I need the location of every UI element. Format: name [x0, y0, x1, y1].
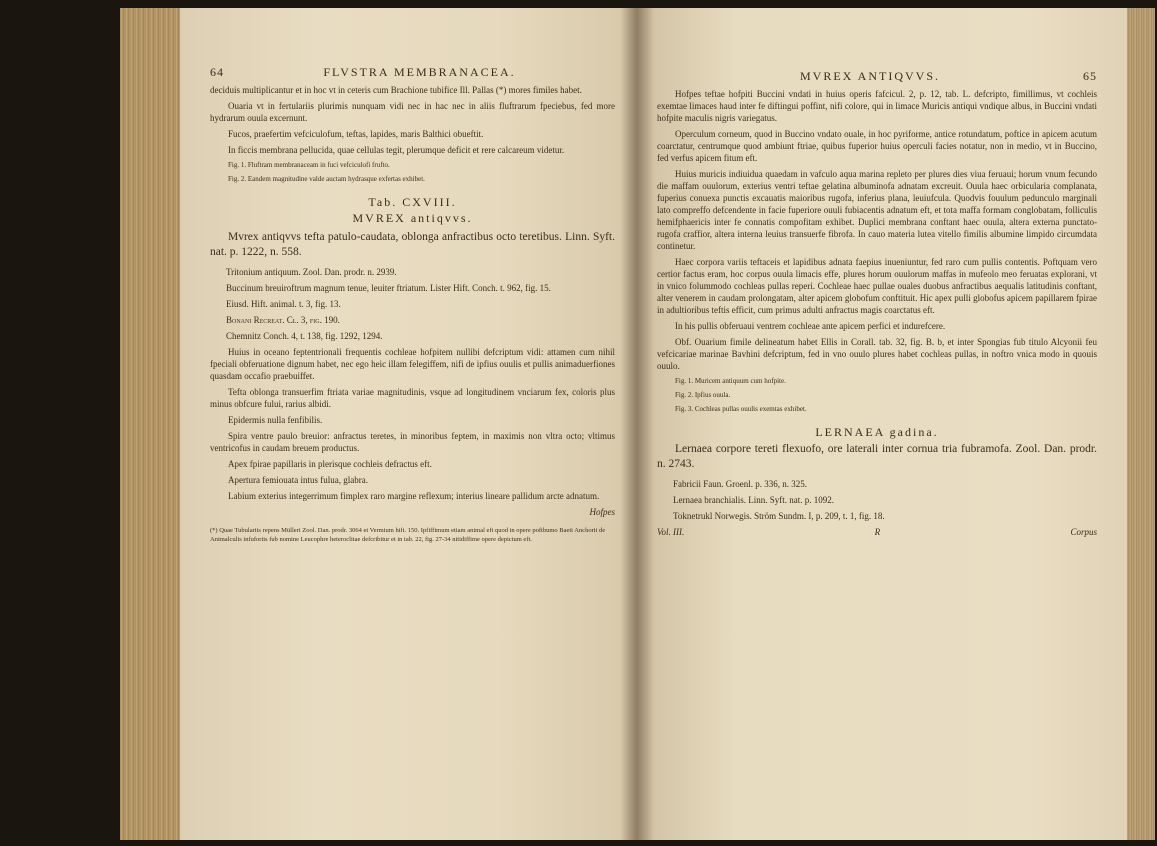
species-diagnosis: Lernaea corpore tereti flexuofo, ore laterali inter cornua tria fubramofa. Zool. Dan. prodr. n. 2743.: [657, 443, 1097, 470]
figure-caption: Fig. 1. Muricem antiquum cum hofpite.: [675, 377, 786, 385]
page-edges-left: [120, 8, 180, 840]
paragraph: Labium exterius integerrimum fimplex raro margine reflexum; interius lineare pallidum arcte adnatum.: [228, 491, 600, 501]
volume-label: Vol. III.: [657, 527, 685, 537]
running-title: MVREX ANTIQVVS.: [799, 69, 940, 83]
catchword: Hofpes: [589, 507, 615, 517]
synonym: Fabricii Faun. Groenl. p. 336, n. 325.: [673, 479, 807, 489]
synonym: Bonani Recreat. Cl. 3, fig. 190.: [226, 315, 340, 325]
paragraph: Operculum corneum, quod in Buccino vndato ouale, in hoc pyriforme, antice rotundatum, poftice in apicem acutum coarctatur, centrumque quod ambiunt ftriae, quibus fuperior huius operculi facies notatur, non in medio, vt in Buccino, fed verfus apicem fitum eft.: [657, 129, 1097, 163]
paragraph: Ouaria vt in fertulariis plurimis nunquam vidi nec in hac nec in aliis fluftrarum fpeciebus, fed more hydrarum ouula excernunt.: [210, 101, 615, 123]
synonym: Buccinum breuiroftrum magnum tenue, leuiter ftriatum. Lister Hift. Conch. t. 962, fig. 15.: [226, 283, 551, 293]
page-edges-right: [1127, 8, 1155, 840]
plate-heading: Tab. CXVIII.: [368, 195, 457, 209]
page-footer: [657, 526, 1097, 538]
paragraph: Apertura femiouata intus fulua, glabra.: [228, 475, 368, 485]
running-header-left: [210, 66, 615, 78]
signature-mark: R: [874, 527, 881, 537]
figure-caption: Fig. 1. Fluftram membranaceam in fuci vefciculofi frufto.: [228, 161, 390, 169]
paragraph: In his pullis obferuaui ventrem cochleae ante apicem perfici et indurefcere.: [675, 321, 946, 331]
figure-caption: Fig. 2. Ipfius ouula.: [675, 391, 731, 399]
synonym: Lernaea branchialis. Linn. Syft. nat. p. 1092.: [673, 495, 834, 505]
catchword: Corpus: [1070, 527, 1097, 537]
synonym: Toknetrukl Norwegis. Ström Sundm. I, p. 209, t. 1, fig. 18.: [673, 511, 885, 521]
genus-heading: LERNAEA gadina.: [815, 425, 939, 439]
paragraph: Apex fpirae papillaris in plerisque cochleis defractus eft.: [228, 459, 432, 469]
paragraph: Tefta oblonga transuerfim ftriata variae magnitudinis, vsque ad longitudinem vnciarum fex, coloris plus minus obfcure fului, rarius albidi.: [210, 387, 615, 409]
paragraph: Epidermis nulla fenfibilis.: [228, 415, 323, 425]
footnote: (*) Quae Tubulariis repens Mülleri Zool. Dan. prodr. 3064 et Vermium hift. 150. Ipfiffimum etiam animal eft quod in opere poftbumo Baeti Anchorii de Animalculis infuforiis fub nomine Leucophre heteroclitae defcribitur et in tab. 22, fig. 27-34 nitidiffime opere depictum eft.: [210, 527, 606, 543]
open-book: [120, 8, 1155, 840]
paragraph: Huius in oceano feptentrionali frequentis cochleae hofpitem nullibi defcriptum vidi: attamen cum nihil fpeciali obferuatione dignum habet, nec ego heic illam felegiffem, nifi de ipfius ouulis et pullis animaduerfiones quasdam occafio praebuiffet.: [210, 347, 615, 381]
paragraph: In ficcis membrana pellucida, quae cellulas tegit, plerumque deficit et rere calcareum videtur.: [228, 145, 565, 155]
paragraph: deciduis multiplicantur et in hoc vt in ceteris cum Brachione tubifice Ill. Pallas (*) mores fimiles habet.: [210, 85, 582, 95]
figure-caption: Fig. 3. Cochleas pullas ouulis exemtas exhibet.: [675, 405, 807, 413]
right-page: [637, 8, 1127, 840]
running-title: FLVSTRA MEMBRANACEA.: [323, 65, 516, 79]
synonym: Chemnitz Conch. 4, t. 138, fig. 1292, 1294.: [226, 331, 383, 341]
paragraph: Huius muricis indiuidua quaedam in vafculo aqua marina repleto per plures dies viua feruaui; horum vnum fecundo die maffam ouulorum, exterius ventri teftae gelatina albuminofa adnatam excreuit. Ouula haec orbicularia complanata, fuperius conuexa punctis excauatis maioribus rugofa, inferius plana, leuiufcula. Quodvis fouulum pedunculo marginali lato compreffo defcendente in facie fuperiore ouuli fubiacentis adnatum eft, et tota maffa formam conglobatam, folliculis hemifphaericis inter fe connatis compofitam exhibet. Duplici membrana conftant haec ouula, altera externa punctato-rugofa craffior, altera interna leuius transuerfe fibrofa. In cauo materia lutea vitello fimilis albumine limpido circumdata continetur.: [657, 169, 1097, 251]
paragraph: Spira ventre paulo breuior: anfractus teretes, in minoribus feptem, in maximis non vltra octo; vltimus ventricofus in caudam breuem productus.: [210, 431, 615, 453]
paragraph: Haec corpora variis teftaceis et lapidibus adnata faepius inueniuntur, fed raro cum pullis contentis. Poftquam vero certior factus eram, hoc corpus ouula limacis effe, plures horum ouulorum maffas in mufeolo meo feruatas explorani, vt in vnico folummodo cochleas pullas reperi. Cochleae haec pullae ouales duobus anfractibus aequalis latitudinis conftant, alter venerem in caudam prolongatam, alter apicem globofum conftituit. Hic apex pulli globofus apicem papillarem fpirae in adultioribus teftis efficit, cum primus adulti anfractus magis coarctatus eft.: [657, 257, 1097, 315]
paragraph: Fucos, praefertim vefciculofum, teftas, lapides, maris Balthici obueftit.: [228, 129, 484, 139]
left-page: [180, 8, 637, 840]
running-header-right: [657, 70, 1097, 82]
synonym: Eiusd. Hift. animal. t. 3, fig. 13.: [226, 299, 341, 309]
figure-caption: Fig. 2. Eandem magnitudine valde auctam hydrasque exfertas exhibet.: [228, 175, 425, 183]
page-number: 64: [210, 65, 224, 79]
species-diagnosis: Mvrex antiqvvs tefta patulo-caudata, oblonga anfractibus octo teretibus. Linn. Syft. nat. p. 1222, n. 558.: [210, 231, 615, 258]
paragraph: Obf. Ouarium fimile delineatum habet Ellis in Corall. tab. 32, fig. B. b, et inter Spongias fub titulo Alcyonii feu vefcicariae marinae Bavhini defcriptum, fed in vno ouulo plures habet cochleas pullas, in noftro vnica modo in quouis ouulo.: [657, 337, 1097, 371]
synonym: Tritonium antiquum. Zool. Dan. prodr. n. 2939.: [226, 267, 397, 277]
page-number: 65: [1082, 69, 1097, 83]
species-heading: MVREX antiqvvs.: [352, 211, 473, 225]
book-gutter: [620, 8, 654, 840]
paragraph: Hofpes teftae hofpiti Buccini vndati in huius operis fafcicul. 2, p. 12, tab. L. defcripto, fimillimus, vt cochleis exemtae limaces haud inter fe diftingui poffint, nifi colore, qui in limace Muricis antiqui vndique albus, in Buccini vndati hofpite maculis nigris variegatus.: [657, 89, 1097, 123]
